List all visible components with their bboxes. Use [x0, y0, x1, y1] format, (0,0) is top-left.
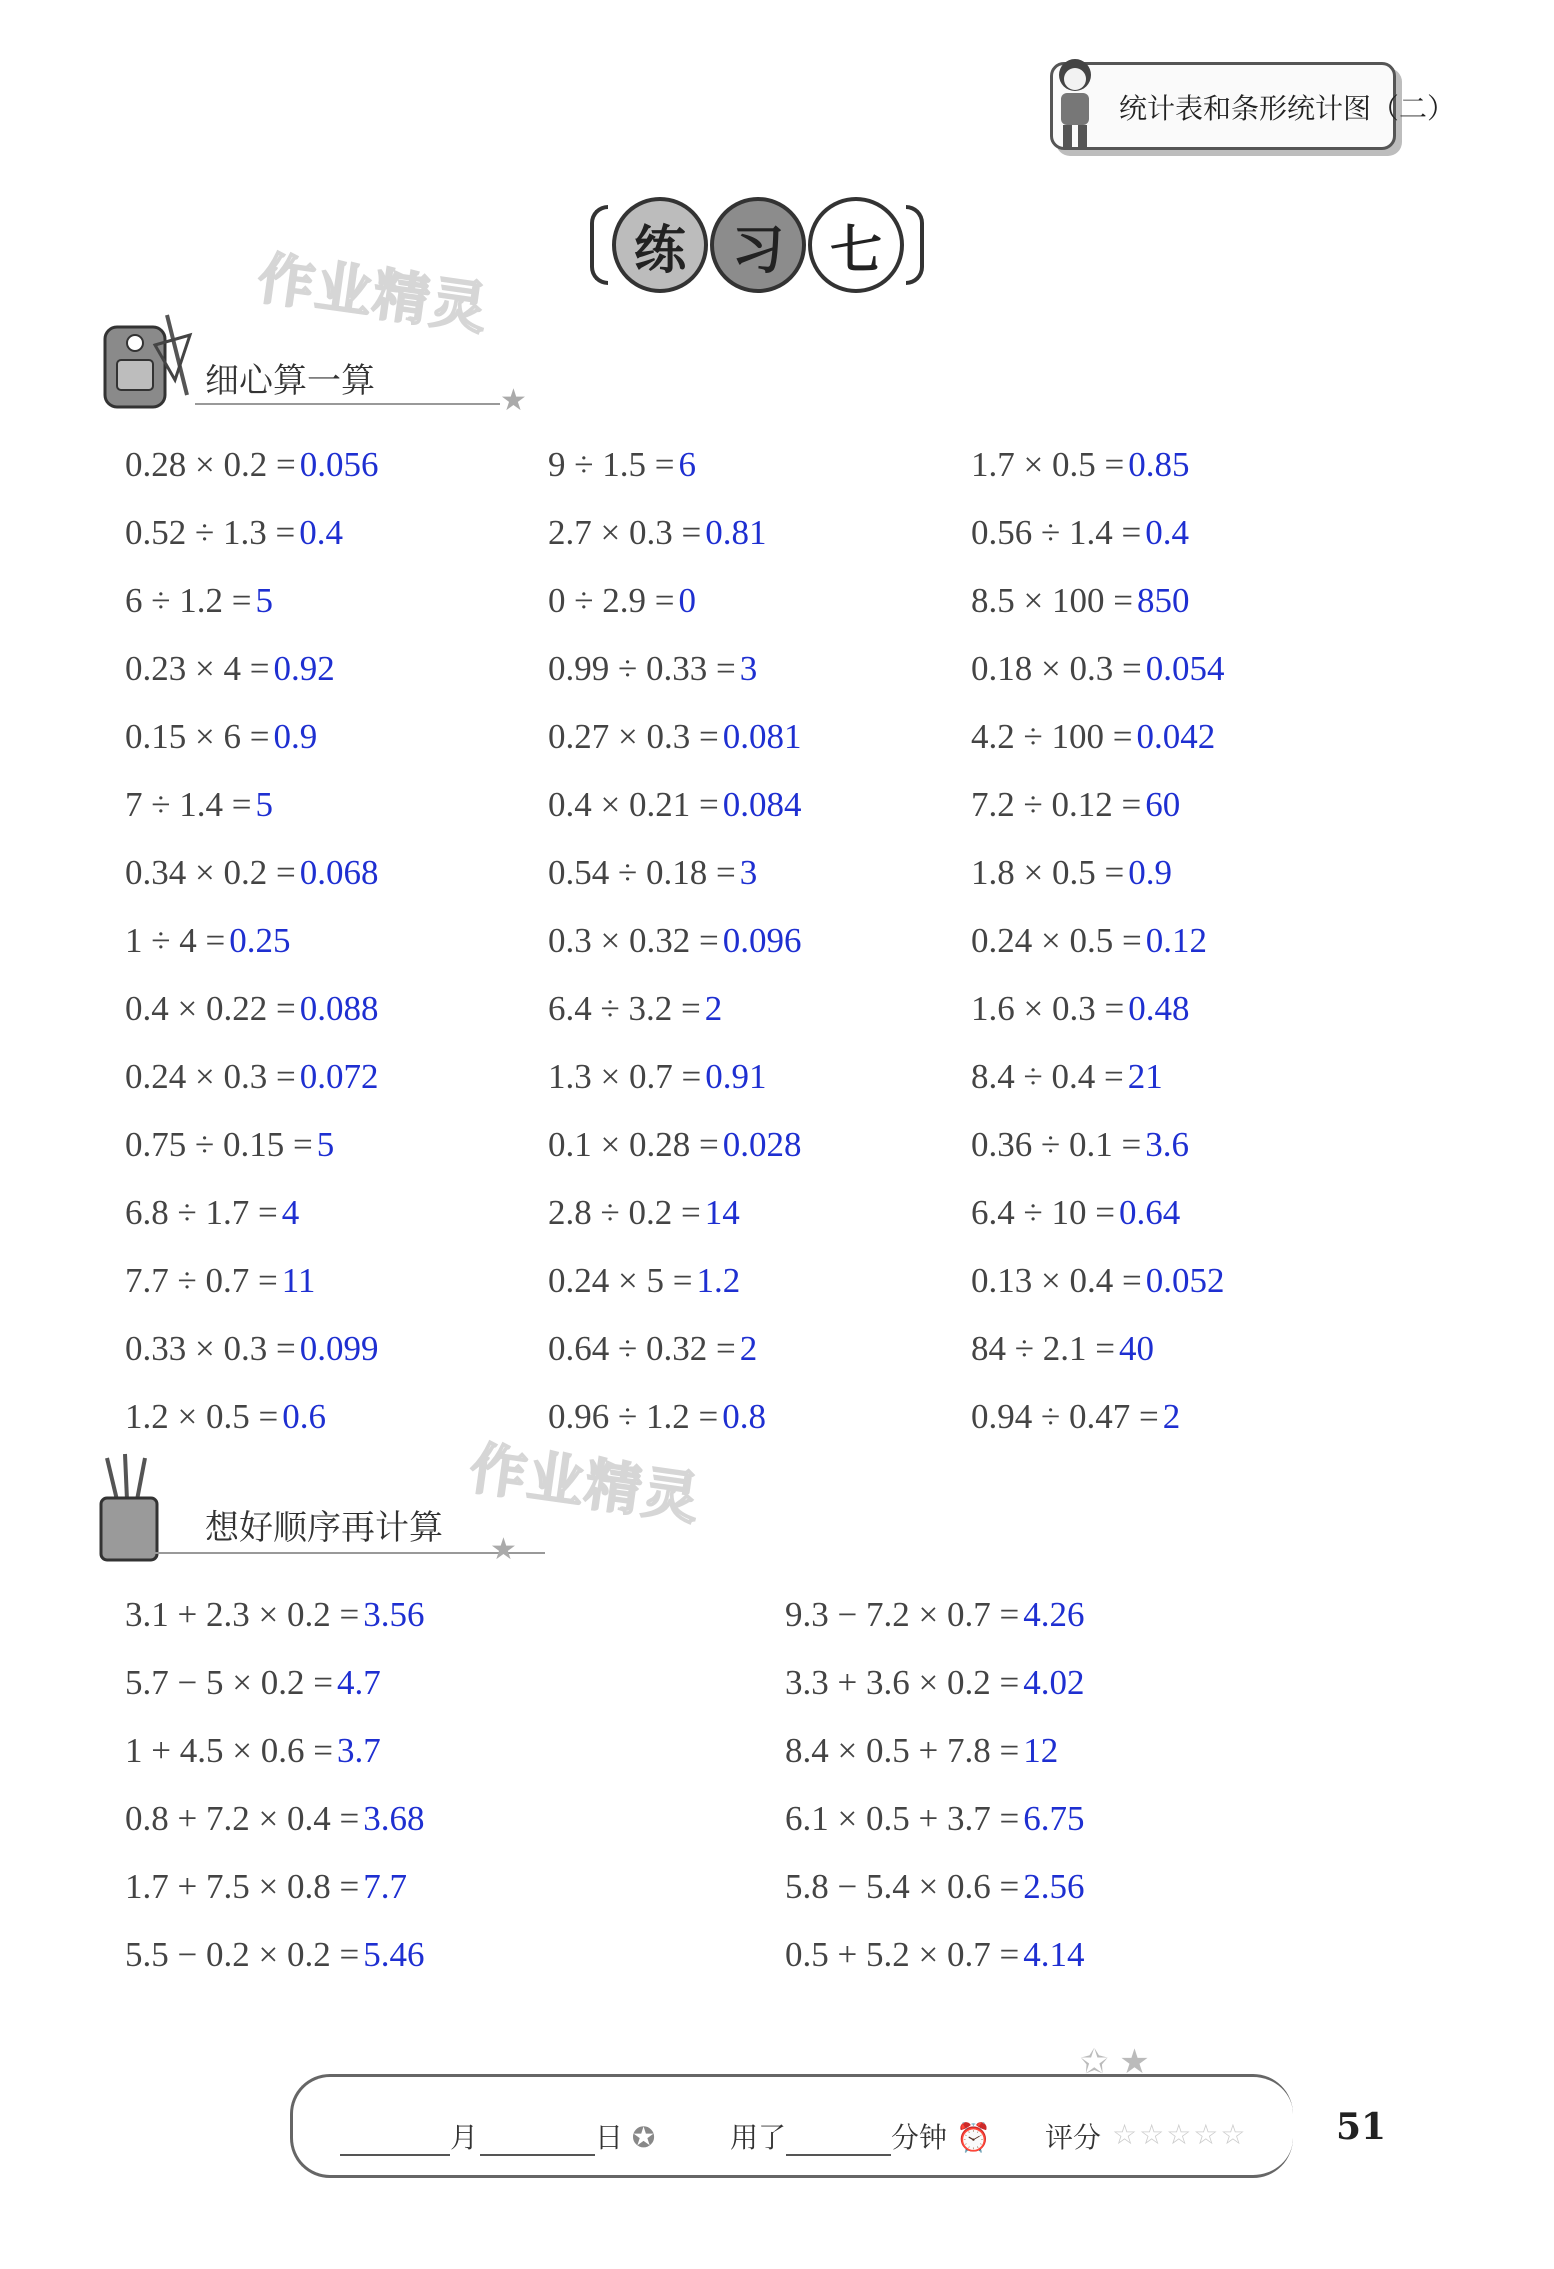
problem-question: 1.8 × 0.5 =	[971, 853, 1125, 892]
problem-item	[125, 1867, 407, 1907]
problem-item	[971, 921, 1207, 961]
day-field[interactable]: 日 ✪	[480, 2116, 655, 2156]
problem-item	[548, 649, 757, 689]
problem-question: 0.8 + 7.2 × 0.4 =	[125, 1799, 360, 1838]
problem-item	[125, 513, 343, 553]
problem-item	[971, 1397, 1180, 1437]
problem-question: 9 ÷ 1.5 =	[548, 445, 675, 484]
problem-item	[548, 1329, 757, 1369]
score-stars[interactable]: ☆☆☆☆☆	[1112, 2118, 1248, 2151]
star-icon: ★	[500, 383, 527, 418]
problem-question: 8.5 × 100 =	[971, 581, 1133, 620]
medal-icon: ✪	[631, 2121, 656, 2154]
problem-item	[125, 1935, 424, 1975]
problem-question: 1 ÷ 4 =	[125, 921, 226, 960]
problem-item	[548, 1057, 766, 1097]
problem-question: 0.36 ÷ 0.1 =	[971, 1125, 1142, 1164]
problem-question: 6.1 × 0.5 + 3.7 =	[785, 1799, 1020, 1838]
problem-question: 5.5 − 0.2 × 0.2 =	[125, 1935, 360, 1974]
problem-question: 0.15 × 6 =	[125, 717, 270, 756]
problem-answer[interactable]: 5.46	[363, 1935, 425, 1974]
problem-item	[125, 921, 290, 961]
problem-item	[785, 1731, 1058, 1771]
problem-answer[interactable]: 3.7	[336, 1731, 381, 1770]
problem-question: 2.7 × 0.3 =	[548, 513, 702, 552]
problem-question: 4.2 ÷ 100 =	[971, 717, 1133, 756]
problem-item	[125, 717, 317, 757]
problem-question: 0.52 ÷ 1.3 =	[125, 513, 296, 552]
problem-item	[548, 785, 801, 825]
problem-question: 0.13 × 0.4 =	[971, 1261, 1142, 1300]
problem-answer[interactable]: 11	[281, 1261, 316, 1300]
problem-question: 7 ÷ 1.4 =	[125, 785, 252, 824]
problem-answer[interactable]: 5	[255, 581, 273, 620]
problem-answer[interactable]: 6.75	[1023, 1799, 1085, 1838]
problem-question: 8.4 ÷ 0.4 =	[971, 1057, 1124, 1096]
score-label: 评分	[1045, 2121, 1102, 2154]
problem-answer[interactable]: 2.56	[1023, 1867, 1085, 1906]
problem-item	[548, 989, 722, 1029]
problem-answer[interactable]: 3	[739, 853, 758, 892]
problem-item	[125, 1329, 378, 1369]
problem-answer[interactable]: 12	[1023, 1731, 1059, 1770]
problem-answer[interactable]: 4	[281, 1193, 300, 1232]
problem-item	[548, 1397, 766, 1437]
problem-question: 0.33 × 0.3 =	[125, 1329, 296, 1368]
problem-answer[interactable]: 4.02	[1023, 1663, 1085, 1702]
problem-question: 1 + 4.5 × 0.6 =	[125, 1731, 333, 1770]
problem-answer[interactable]: 0.4	[1145, 513, 1189, 552]
problem-question: 1.7 + 7.5 × 0.8 =	[125, 1867, 360, 1906]
problem-item	[125, 1125, 334, 1165]
alarm-clock-icon: ⏰	[955, 2121, 991, 2154]
problem-item	[785, 1935, 1084, 1975]
problem-answer[interactable]: 3	[739, 649, 758, 688]
problem-item	[785, 1595, 1084, 1635]
problem-question: 0.54 ÷ 0.18 =	[548, 853, 736, 892]
problem-item	[548, 921, 801, 961]
problem-question: 0.18 × 0.3 =	[971, 649, 1142, 688]
problem-question: 0.27 × 0.3 =	[548, 717, 719, 756]
problem-answer[interactable]: 0.081	[722, 717, 802, 756]
problem-answer[interactable]: 0.088	[299, 989, 379, 1028]
problem-item	[971, 445, 1189, 485]
problem-item	[548, 1193, 740, 1233]
heading-char-3: 七	[808, 197, 904, 293]
problem-item	[971, 1329, 1154, 1369]
problem-item	[971, 853, 1172, 893]
problem-item	[971, 513, 1189, 553]
problem-answer[interactable]: 3.56	[363, 1595, 425, 1634]
problem-answer[interactable]: 2	[739, 1329, 758, 1368]
problem-answer[interactable]: 4.7	[336, 1663, 381, 1702]
problem-answer[interactable]: 0.028	[722, 1125, 802, 1164]
problem-answer[interactable]: 0.85	[1128, 445, 1190, 484]
problem-item	[125, 1261, 315, 1301]
problem-question: 5.8 − 5.4 × 0.6 =	[785, 1867, 1020, 1906]
time-used-field[interactable]: 用了 分钟 ⏰	[730, 2121, 991, 2154]
problem-answer[interactable]: 0.9	[273, 717, 318, 756]
problem-answer[interactable]: 0.91	[705, 1057, 767, 1096]
problem-answer[interactable]: 2	[704, 989, 723, 1028]
problem-item	[125, 1799, 424, 1839]
problem-item	[971, 1193, 1180, 1233]
problem-answer[interactable]: 0.81	[705, 513, 767, 552]
problem-question: 0.3 × 0.32 =	[548, 921, 719, 960]
problem-answer[interactable]: 21	[1127, 1057, 1163, 1096]
problem-question: 0.4 × 0.22 =	[125, 989, 296, 1028]
problem-item	[548, 1125, 801, 1165]
heading-char-2: 习	[710, 197, 806, 293]
problem-question: 1.6 × 0.3 =	[971, 989, 1125, 1028]
problem-question: 3.1 + 2.3 × 0.2 =	[125, 1595, 360, 1634]
problem-answer[interactable]: 40	[1118, 1329, 1154, 1368]
problem-question: 7.7 ÷ 0.7 =	[125, 1261, 278, 1300]
problem-question: 6 ÷ 1.2 =	[125, 581, 252, 620]
problem-answer[interactable]: 0.12	[1145, 921, 1207, 960]
heading-bracket-left	[590, 205, 608, 285]
problem-question: 0.24 × 0.5 =	[971, 921, 1142, 960]
problem-answer[interactable]: 0	[678, 581, 696, 620]
problem-answer[interactable]: 0.6	[282, 1397, 326, 1436]
problem-answer[interactable]: 0.4	[299, 513, 343, 552]
section-underline	[195, 403, 500, 405]
section-header-careful-calc	[95, 305, 527, 418]
page-number: 51	[1336, 2106, 1387, 2148]
problem-answer[interactable]: 0.068	[299, 853, 379, 892]
chapter-banner	[1050, 62, 1456, 150]
star-icon: ★	[490, 1532, 517, 1567]
problem-item	[785, 1799, 1084, 1839]
problem-answer[interactable]: 4.14	[1023, 1935, 1085, 1974]
problem-question: 3.3 + 3.6 × 0.2 =	[785, 1663, 1020, 1702]
decor-stars-icon: ✩ ★	[1080, 2042, 1150, 2082]
problem-question: 1.3 × 0.7 =	[548, 1057, 702, 1096]
problem-answer[interactable]: 0.48	[1128, 989, 1190, 1028]
problem-item	[125, 1193, 299, 1233]
problem-answer[interactable]: 0.072	[299, 1057, 379, 1096]
problem-answer[interactable]: 60	[1145, 785, 1181, 824]
problem-item	[785, 1867, 1084, 1907]
section-underline	[155, 1552, 545, 1554]
problem-answer[interactable]: 3.68	[363, 1799, 425, 1838]
problem-question: 0.56 ÷ 1.4 =	[971, 513, 1142, 552]
problem-answer[interactable]: 0.096	[722, 921, 802, 960]
problem-question: 0.99 ÷ 0.33 =	[548, 649, 736, 688]
heading-char-1: 练	[612, 197, 708, 293]
problem-answer[interactable]: 0.8	[722, 1397, 766, 1436]
backpack-icon	[95, 305, 195, 415]
problem-item	[971, 989, 1189, 1029]
problem-answer[interactable]: 3.6	[1145, 1125, 1189, 1164]
problem-question: 5.7 − 5 × 0.2 =	[125, 1663, 333, 1702]
problem-item	[548, 717, 801, 757]
pencil-cup-icon	[95, 1450, 165, 1565]
heading-bracket-right	[906, 205, 924, 285]
problem-question: 0.24 × 0.3 =	[125, 1057, 296, 1096]
problem-answer[interactable]: 0.052	[1145, 1261, 1225, 1300]
section-title: 想好顺序再计算	[205, 1508, 443, 1548]
month-field[interactable]: 月	[340, 2116, 478, 2156]
watermark: 作业精灵	[253, 246, 493, 343]
problem-answer[interactable]: 0.042	[1136, 717, 1216, 756]
watermark: 作业精灵	[465, 1436, 705, 1533]
problem-question: 7.2 ÷ 0.12 =	[971, 785, 1142, 824]
problem-answer[interactable]: 0.92	[273, 649, 335, 688]
problem-item	[548, 1261, 740, 1301]
problem-question: 0.64 ÷ 0.32 =	[548, 1329, 736, 1368]
problem-question: 0 ÷ 2.9 =	[548, 581, 675, 620]
problem-answer[interactable]: 0.25	[229, 921, 291, 960]
problem-item	[125, 785, 273, 825]
section-header-order-calc	[95, 1450, 517, 1567]
problem-item	[548, 445, 696, 485]
problem-question: 0.34 × 0.2 =	[125, 853, 296, 892]
problem-answer[interactable]: 0.099	[299, 1329, 379, 1368]
problem-answer[interactable]: 14	[704, 1193, 740, 1232]
problem-answer[interactable]: 0.9	[1128, 853, 1172, 892]
problem-item	[548, 853, 757, 893]
problem-question: 0.1 × 0.28 =	[548, 1125, 719, 1164]
problem-item	[125, 1663, 381, 1703]
problem-question: 6.8 ÷ 1.7 =	[125, 1193, 278, 1232]
problem-item	[125, 989, 378, 1029]
problem-answer[interactable]: 6	[678, 445, 696, 484]
problem-answer[interactable]: 850	[1136, 581, 1190, 620]
problem-item	[125, 581, 273, 621]
problem-item	[971, 1125, 1189, 1165]
problem-question: 9.3 − 7.2 × 0.7 =	[785, 1595, 1020, 1634]
problem-item	[971, 1057, 1163, 1097]
footer-record	[290, 2042, 1310, 2180]
problem-question: 1.2 × 0.5 =	[125, 1397, 279, 1436]
problem-answer[interactable]: 5	[255, 785, 273, 824]
problem-item	[971, 581, 1189, 621]
problem-answer[interactable]: 5	[316, 1125, 335, 1164]
exercise-heading	[590, 185, 920, 295]
problem-item	[125, 649, 335, 689]
problem-question: 0.28 × 0.2 =	[125, 445, 296, 484]
problem-question: 0.96 ÷ 1.2 =	[548, 1397, 719, 1436]
problem-item	[125, 1397, 326, 1437]
problem-question: 0.94 ÷ 0.47 =	[971, 1397, 1159, 1436]
problem-answer[interactable]: 0.056	[299, 445, 379, 484]
problem-answer[interactable]: 0.64	[1118, 1193, 1181, 1232]
problem-question: 2.8 ÷ 0.2 =	[548, 1193, 701, 1232]
problem-item	[548, 513, 766, 553]
problem-question: 0.75 ÷ 0.15 =	[125, 1125, 313, 1164]
problem-item	[548, 581, 696, 621]
problem-question: 0.5 + 5.2 × 0.7 =	[785, 1935, 1020, 1974]
problem-question: 6.4 ÷ 3.2 =	[548, 989, 701, 1028]
chapter-title: 统计表和条形统计图（二）	[1119, 92, 1456, 125]
problem-question: 6.4 ÷ 10 =	[971, 1193, 1115, 1232]
section-title: 细心算一算	[205, 361, 375, 401]
problem-answer[interactable]: 0.084	[722, 785, 802, 824]
problem-item	[125, 1595, 424, 1635]
problem-item	[125, 445, 378, 485]
problem-item	[971, 717, 1215, 757]
problem-answer[interactable]: 0.054	[1145, 649, 1225, 688]
problem-answer[interactable]: 7.7	[363, 1867, 407, 1906]
problem-item	[971, 785, 1180, 825]
problem-item	[125, 1057, 378, 1097]
problem-question: 0.23 × 4 =	[125, 649, 270, 688]
problem-answer[interactable]: 2	[1162, 1397, 1181, 1436]
problem-item	[971, 1261, 1224, 1301]
problem-answer[interactable]: 4.26	[1023, 1595, 1085, 1634]
problem-item	[785, 1663, 1084, 1703]
problem-item	[125, 853, 378, 893]
problem-question: 0.4 × 0.21 =	[548, 785, 719, 824]
problem-answer[interactable]: 1.2	[696, 1261, 741, 1300]
problem-question: 0.24 × 5 =	[548, 1261, 693, 1300]
problem-item	[125, 1731, 381, 1771]
problem-question: 8.4 × 0.5 + 7.8 =	[785, 1731, 1020, 1770]
child-illustration-icon	[1045, 55, 1107, 151]
problem-item	[971, 649, 1224, 689]
problem-question: 84 ÷ 2.1 =	[971, 1329, 1115, 1368]
problem-question: 1.7 × 0.5 =	[971, 445, 1125, 484]
